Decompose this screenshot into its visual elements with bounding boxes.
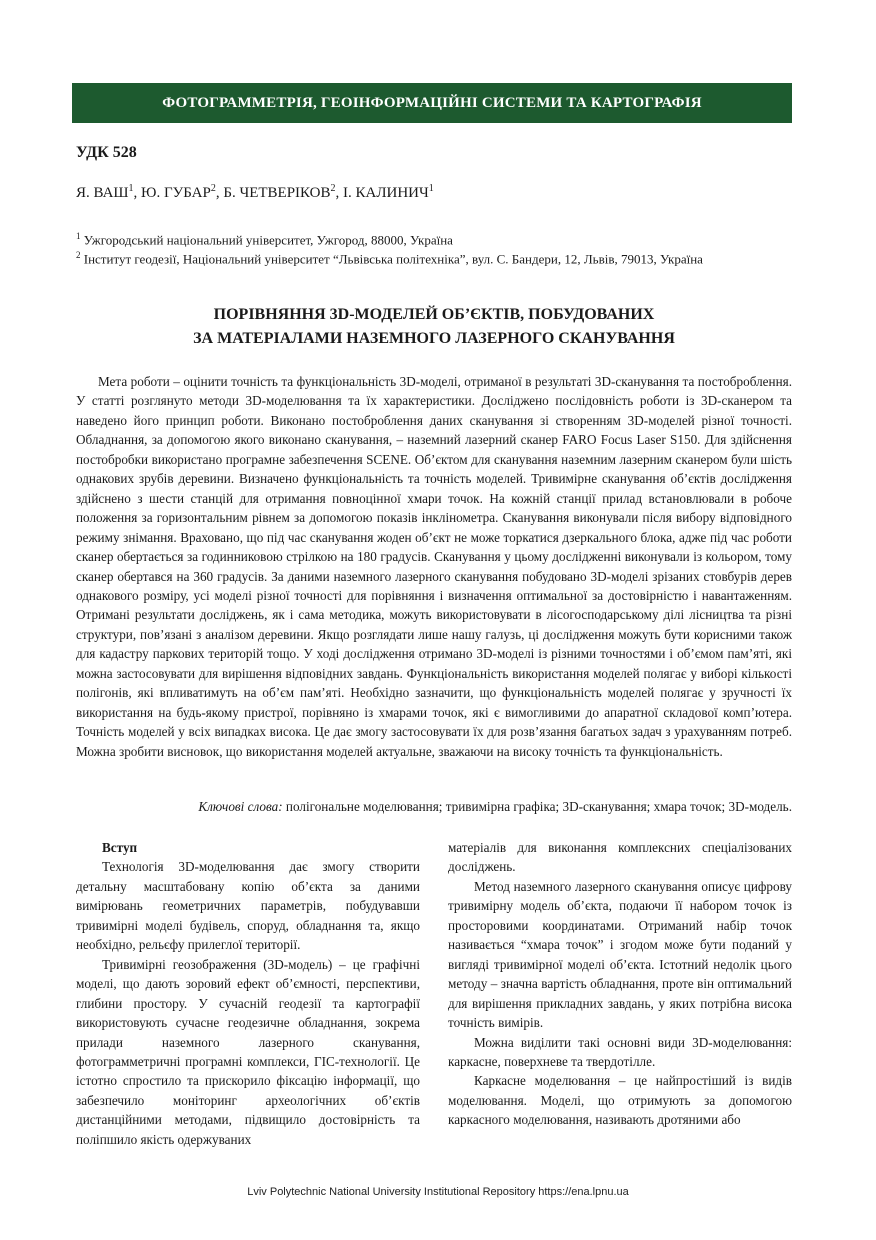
author-list: Я. ВАШ$^1$, Ю. ГУБАР$^2$, Б. ЧЕТВЕРІКОВ$^2$, І. КАЛИНИЧ$^1$ <box>76 183 434 201</box>
affiliation-number: 1 <box>76 231 81 241</box>
body-paragraph: Метод наземного лазерного сканування описує цифрову тривимірну модель об’єкта, подаючи її набором точок із просторовими координатами. Отриманий набір точок називається “хмара точок” і згодом може бути поданий у вигляді тривимірної моделі об’єкта. Істотний недолік цього методу – значна вартість обладнання, проте він оптимальний для вирішення прикладних завдань, у яких потрібна висока точність вимірів. <box>448 878 792 1031</box>
paper-title-line: ПОРІВНЯННЯ 3D-МОДЕЛЕЙ ОБ’ЄКТІВ, ПОБУДОВАНИХ <box>213 306 655 323</box>
author-affiliation-mark: 1 <box>428 183 434 194</box>
body-paragraph: Технологія 3D-моделювання дає змогу створити детальну масштабовану копію об’єкта за даними вимірювань геометричних параметрів, побудувавши тривимірні моделі будівель, споруд, обладнання та, якщо необхідно, рельєфу прилеглої території. <box>76 859 420 953</box>
affiliation-text: Інститут геодезії, Національний університет “Львівська політехніка”, вул. С. Бандери, 12, Львів, 79013, Україна <box>83 251 703 267</box>
body-column-right <box>448 838 792 1130</box>
author-affiliation-mark: 2 <box>330 183 336 194</box>
affiliation-text: Ужгородський національний університет, Ужгород, 88000, Україна <box>83 232 453 248</box>
body-paragraph: Каркасне моделювання – це найпростіший із видів моделювання. Моделі, що отримують за допомогою каркасного моделювання, називають дротяними або <box>448 1073 792 1128</box>
author-affiliation-mark: 2 <box>210 183 216 194</box>
repository-footer: Lviv Polytechnic National University Institutional Repository https://ena.lpnu.ua <box>247 1186 629 1198</box>
author-name: І. КАЛИНИЧ <box>343 185 429 201</box>
abstract: Мета роботи – оцінити точність та функціональність 3D-моделі, отриманої в результаті 3D-сканування та постоброблення. У статті розглянуто методи 3D-моделювання та їх характеристики. Досліджено послідовність роботи із 3D-сканером та наведено його принцип роботи. Виконано постоброблення даних сканування зі створенням 3D-моделей різної точності. Обладнання, за допомогою якого виконано сканування, – наземний лазерний сканер FARO Focus Laser S150. Для здійснення постобробки використано програмне забезпечення SCENE. Об’єктом для сканування наземним лазерним сканером були шість однакових зрубів деревини. Визначено функціональність та точність моделей. Тривимірне сканування об’єктів дослідження здійснено з шести станцій для отримання повноцінної хмари точок. На кожній станції прилад встановлювали в робоче положення за горизонтальним рівнем за допомогою показів інклінометра. Сканування виконували після вибору відповідного режиму знімання. Враховано, що під час сканування жоден об’єкт не може торкатися дзеркального блока, адже під час роботи сканер обертається за годинниковою стрілкою на 180 градусів. Сканування у цьому дослідженні виконували із кольором, тому сканер обертався на 360 градусів. За даними наземного лазерного сканування побудовано 3D-моделі зрізаних стовбурів дерев однакового розміру, усі моделі різної точності для порівняння і визначення оптимальної за достовірністю і навантаженням. Отримані результати досліджень, як і сама методика, можуть використовувати в лісогосподарському ділі лісництва та різні структури, пов’язані з аналізом деревини. Якщо розглядати лише нашу галузь, ці дослідження можуть бути корисними також для кадастру паркових територій тощо. У ході дослідження отримано 3D-моделі із різними точностями і об’ємом пам’яті, які можна застосовувати для вирішення відповідних завдань. Функціональність використання моделей полягає у виборі кількості полігонів, які впливатимуть на об’єм пам’яті. Необхідно зазначити, що функціональність моделей полягає у зручності їх використання на будь-якому пристрої, порівняно із хмарами точок, які є вимогливими до апаратної складової комп’ютера. Точність моделей у всіх випадках висока. Це дає змогу застосовувати їх для розв’язання багатьох задач з урахуванням потреб. Можна зробити висновок, що використання моделей актуальне, зважаючи на високу точність та функціональність. <box>76 374 792 759</box>
body-paragraph-continued: матеріалів для виконання комплексних спеціалізованих досліджень. <box>448 840 792 875</box>
body-paragraph: Можна виділити такі основні види 3D-моделювання: каркасне, поверхневе та твердотілле. <box>448 1034 792 1069</box>
body-paragraph: Тривимірні геозображення (3D-модель) – це графічні моделі, що дають зоровий ефект об’ємності, перспективи, глибини простору. У сучасній геодезії та картографії використовують сучасне геодезичне обладнання, зокрема прилади наземного лазерного сканування, фотограмметричні програмні комплекси, ГІС-технології. Це істотно спростило та прискорило фіксацію інформації, що забезпечило моніторинг археологічних об’єктів дистанційними методами, підвищило достовірність та поліпшило якість одержуваних <box>76 956 420 1147</box>
keywords <box>76 797 792 816</box>
author-name: Ю. ГУБАР <box>141 185 211 201</box>
author-name: Б. ЧЕТВЕРІКОВ <box>223 185 331 201</box>
body-column-left <box>76 838 420 1149</box>
section-banner: ФОТОГРАММЕТРІЯ, ГЕОІНФОРМАЦІЙНІ СИСТЕМИ ТА КАРТОГРАФІЯ <box>72 83 792 123</box>
author-affiliation-mark: 1 <box>128 183 134 194</box>
keywords-text: полігональне моделювання; тривимірна графіка; 3D-сканування; хмара точок; 3D-модель. <box>282 799 792 814</box>
udk-code: УДК 528 <box>76 144 137 161</box>
affiliation-2 <box>76 246 792 268</box>
section-heading: Вступ <box>102 840 138 855</box>
affiliation-number: 2 <box>76 250 81 260</box>
author-name: Я. ВАШ <box>76 185 129 201</box>
paper-title-line: ЗА МАТЕРІАЛАМИ НАЗЕМНОГО ЛАЗЕРНОГО СКАНУВАННЯ <box>193 330 675 347</box>
keywords-label: Ключові слова: <box>198 799 283 814</box>
paper-title <box>76 303 792 351</box>
